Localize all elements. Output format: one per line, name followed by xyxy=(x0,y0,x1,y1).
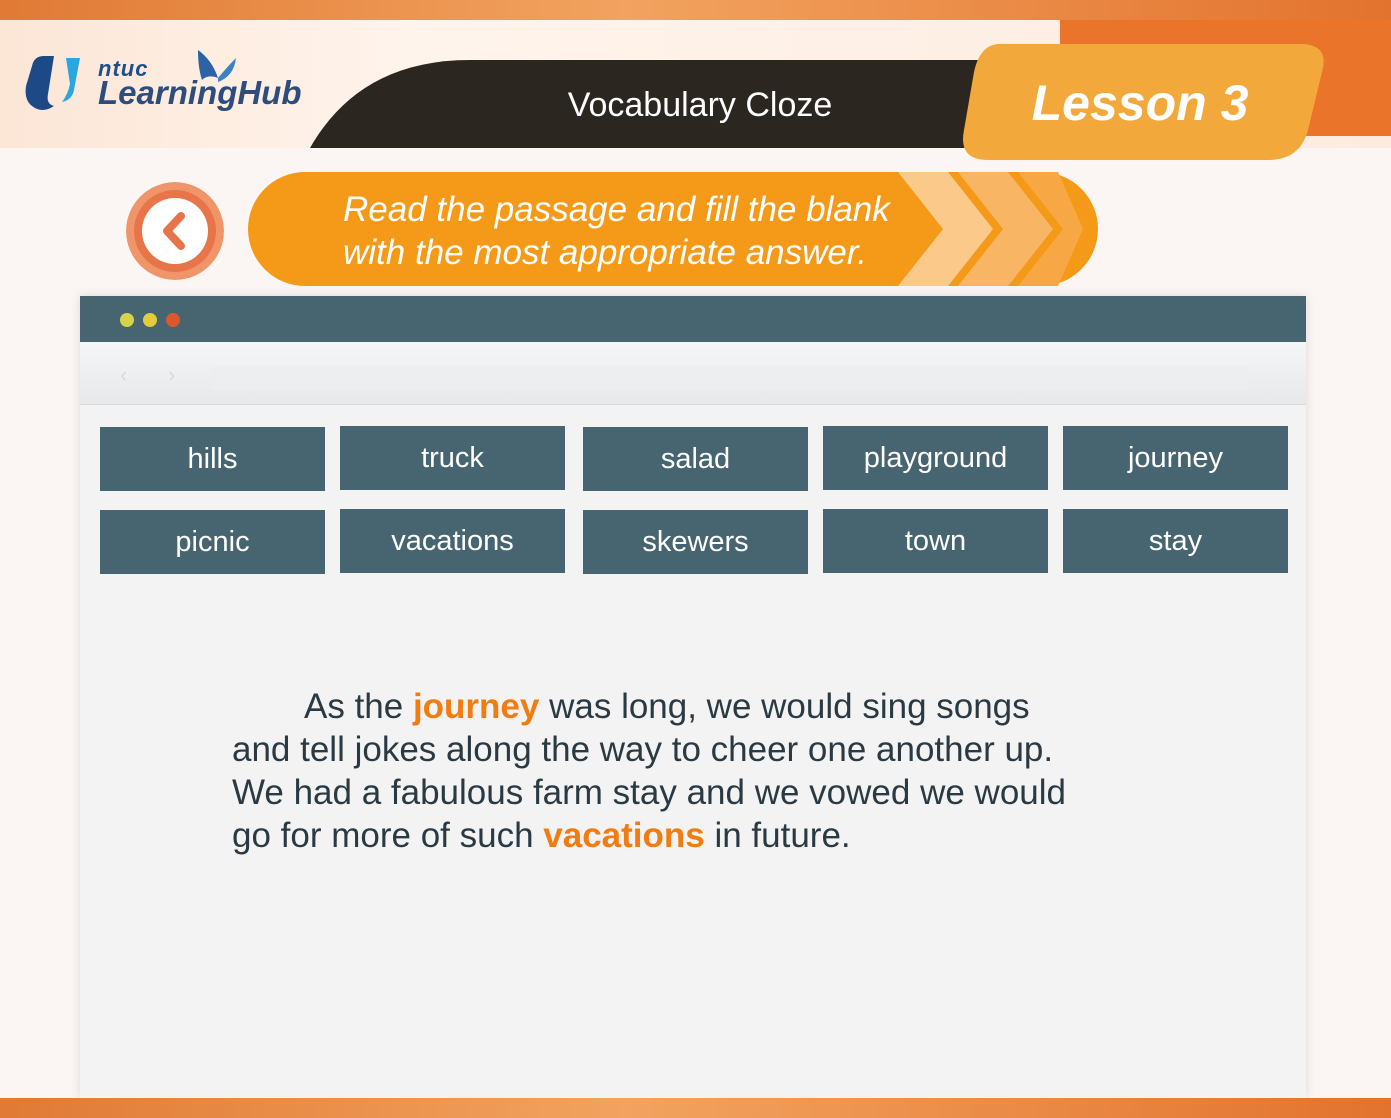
instruction-line-1: Read the passage and fill the blank xyxy=(343,190,890,229)
answer-blank-2[interactable]: vacations xyxy=(543,816,705,855)
address-bar xyxy=(212,366,1248,390)
word-tile-vacations[interactable]: vacations xyxy=(340,509,565,573)
passage-line-1 xyxy=(232,685,1132,728)
word-tile-picnic[interactable]: picnic xyxy=(100,510,325,574)
passage-text: in future. xyxy=(704,816,851,855)
instruction-text xyxy=(343,188,943,274)
logo-text-big: LearningHub xyxy=(98,74,302,111)
word-tile-skewers[interactable]: skewers xyxy=(583,510,808,574)
module-title: Vocabulary Cloze xyxy=(567,86,833,124)
passage-text: was long, we would sing songs xyxy=(539,687,1030,726)
bottom-decor-stripe xyxy=(0,1098,1391,1118)
forward-arrow-icon: › xyxy=(168,362,176,387)
cloze-passage xyxy=(232,685,1132,857)
word-tile-playground[interactable]: playground xyxy=(823,426,1048,490)
passage-line-2: and tell jokes along the way to cheer one another up. xyxy=(232,730,1054,769)
word-tile-stay[interactable]: stay xyxy=(1063,509,1288,573)
window-dot-icon xyxy=(143,313,157,327)
word-tile-town[interactable]: town xyxy=(823,509,1048,573)
passage-text: go for more of such xyxy=(232,816,544,855)
instruction-line-2: with the most appropriate answer. xyxy=(343,233,867,272)
passage-text: As the xyxy=(304,687,413,726)
browser-toolbar xyxy=(80,342,1306,405)
word-tile-journey[interactable]: journey xyxy=(1063,426,1288,490)
passage-line-4 xyxy=(232,814,1132,857)
logo-text-small: ntuc xyxy=(98,56,149,81)
word-tile-hills[interactable]: hills xyxy=(100,427,325,491)
passage-line-3: We had a fabulous farm stay and we vowed we would xyxy=(232,773,1066,812)
lesson-label: Lesson 3 xyxy=(1031,75,1249,131)
top-decor-stripe xyxy=(0,0,1391,20)
back-arrow-icon: ‹ xyxy=(120,362,128,387)
window-dot-icon xyxy=(120,313,134,327)
word-tile-truck[interactable]: truck xyxy=(340,426,565,490)
browser-titlebar xyxy=(80,296,1306,342)
window-dot-icon xyxy=(166,313,180,327)
word-tile-salad[interactable]: salad xyxy=(583,427,808,491)
answer-blank-1[interactable]: journey xyxy=(412,687,540,726)
back-button[interactable] xyxy=(126,182,224,280)
